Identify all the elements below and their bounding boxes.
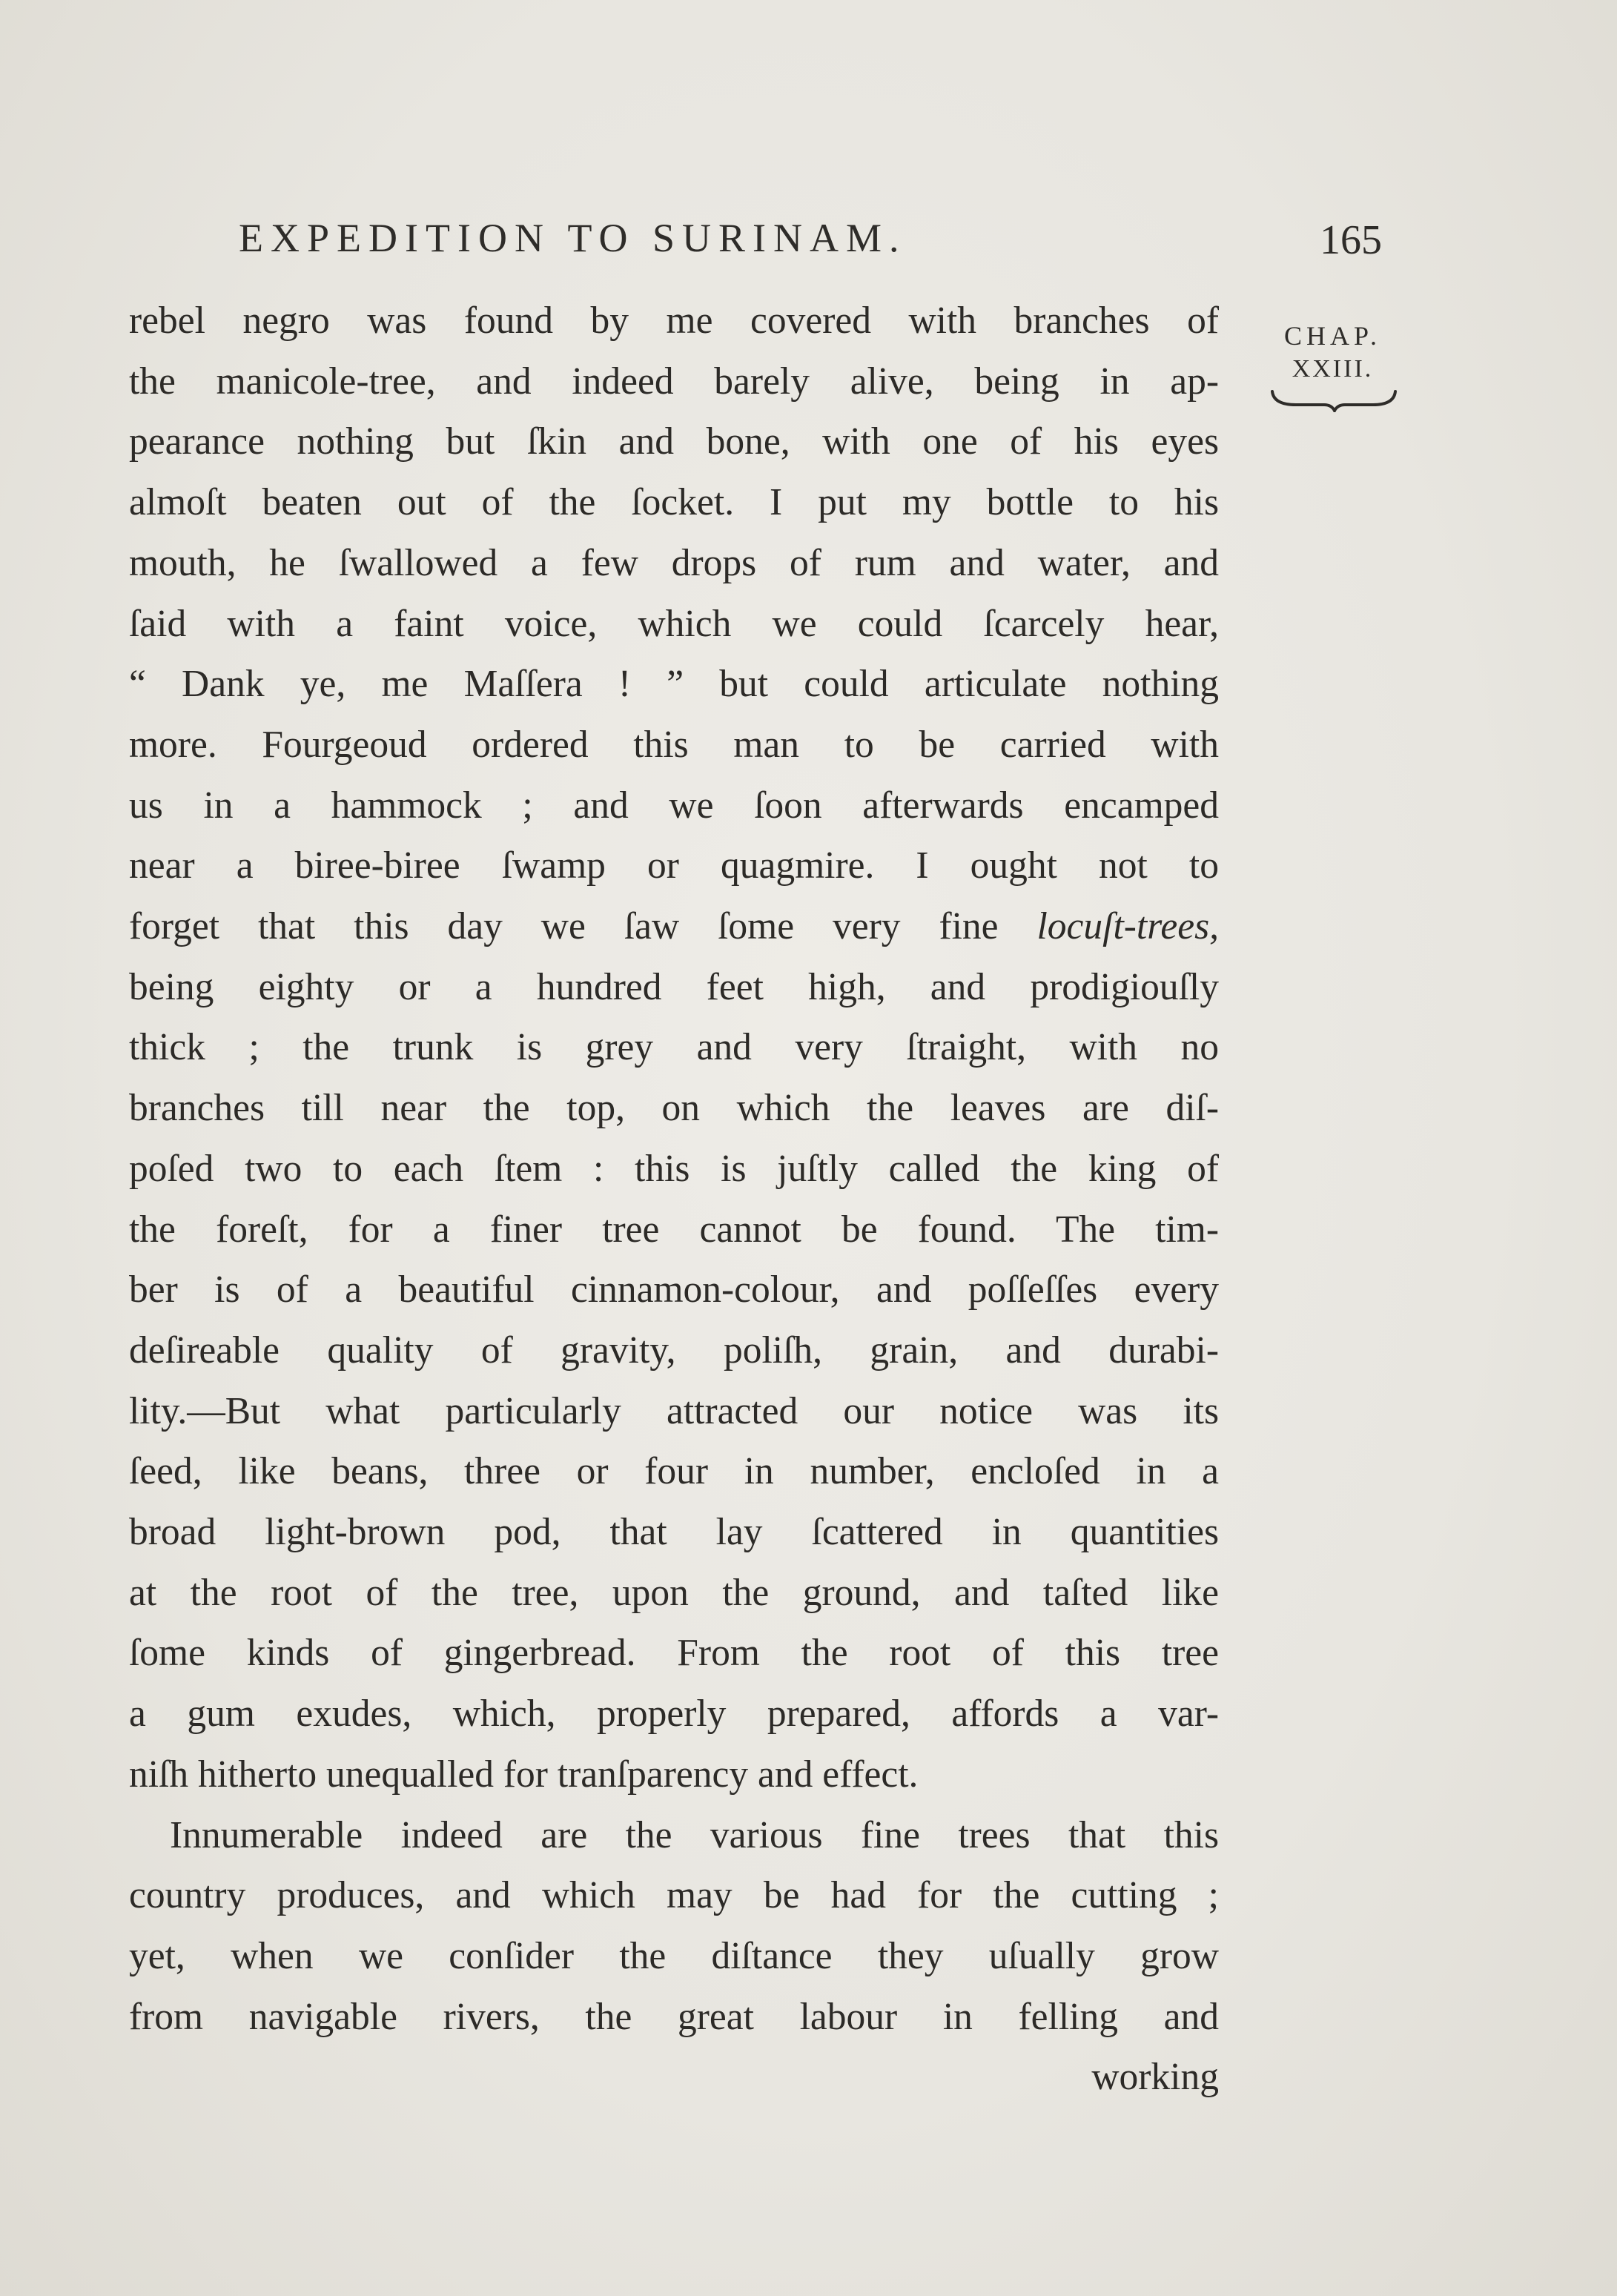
text-line: niſh hitherto unequalled for tranſparency and effect.: [129, 1753, 919, 1796]
text-line: the foreſt, for a finer tree cannot be found. The tim-: [129, 1208, 1219, 1251]
text-line: “ Dank ye, me Maſſera ! ” but could articulate nothing: [129, 663, 1219, 706]
text-line: at the root of the tree, upon the ground, and taſted like: [129, 1571, 1219, 1614]
text-line: branches till near the top, on which the leaves are diſ-: [129, 1087, 1219, 1130]
text-line: ſeed, like beans, three or four in number, encloſed in a: [129, 1450, 1219, 1493]
text-line: from navigable rivers, the great labour in felling and: [129, 1995, 1219, 2038]
text-line: ber is of a beautiful cinnamon-colour, and poſſeſſes every: [129, 1268, 1219, 1311]
text-line: being eighty or a hundred feet high, and prodigiouſly: [129, 965, 1219, 1008]
italic-term: locuſt-trees,: [1036, 905, 1219, 948]
text-line: mouth, he ſwallowed a few drops of rum and water, and: [129, 541, 1219, 584]
chapter-number: XXIII.: [1292, 355, 1374, 383]
text-line: yet, when we conſider the diſtance they uſually grow: [129, 1934, 1219, 1977]
page-number: 165: [1320, 217, 1382, 263]
text-segment: forget that this day we ſaw ſome very fine: [129, 905, 1037, 948]
text-line: [129, 896, 1219, 957]
text-line: a gum exudes, which, properly prepared, affords a var-: [129, 1693, 1219, 1736]
running-title: EXPEDITION TO SURINAM.: [239, 216, 907, 260]
text-line: broad light-brown pod, that lay ſcattered in quantities: [129, 1511, 1219, 1554]
text-line: ſome kinds of gingerbread. From the root of this tree: [129, 1632, 1219, 1675]
text-line: rebel negro was found by me covered with branches of: [129, 300, 1219, 342]
text-line: Innumerable indeed are the various fine trees that this: [170, 1813, 1219, 1856]
text-line: the manicole-tree, and indeed barely alive, being in ap-: [129, 360, 1219, 403]
text-line: country produces, and which may be had for the cutting ;: [129, 1874, 1219, 1917]
catchword: working: [1091, 2056, 1219, 2099]
text-line: ſaid with a faint voice, which we could ſcarcely hear,: [129, 602, 1219, 645]
brace-ornament-icon: [1266, 387, 1400, 412]
text-line: pearance nothing but ſkin and bone, with one of his eyes: [129, 420, 1219, 463]
chapter-marginal-note: [1253, 319, 1412, 412]
text-line: more. Fourgeoud ordered this man to be carried with: [129, 723, 1219, 766]
body-text: [129, 291, 1219, 2108]
text-line: thick ; the trunk is grey and very ſtraight, with no: [129, 1026, 1219, 1069]
text-line: poſed two to each ſtem : this is juſtly called the king of: [129, 1147, 1219, 1190]
text-line: almoſt beaten out of the ſocket. I put my bottle to his: [129, 481, 1219, 524]
text-line: near a biree-biree ſwamp or quagmire. I ought not to: [129, 844, 1219, 887]
text-line: us in a hammock ; and we ſoon afterwards encamped: [129, 784, 1219, 827]
text-line: lity.—But what particularly attracted our notice was its: [129, 1389, 1219, 1432]
text-line: deſireable quality of gravity, poliſh, grain, and durabi-: [129, 1329, 1219, 1372]
chapter-label: CHAP.: [1283, 321, 1382, 351]
